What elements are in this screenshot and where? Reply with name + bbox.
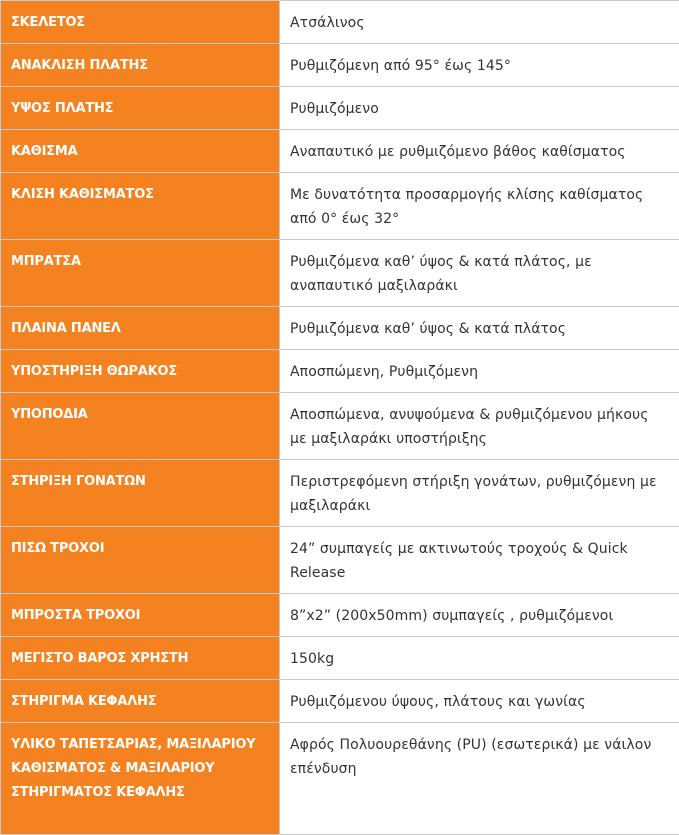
spec-label: ΣΤΗΡΙΓΜΑ ΚΕΦΑΛΗΣ [1, 680, 280, 723]
spec-row-headrest [1, 680, 679, 723]
spec-row-max-user-weight [1, 637, 679, 680]
spec-row-armrests [1, 240, 679, 307]
spec-row-frame [1, 1, 679, 44]
spec-value: Αποσπώμενη, Ρυθμιζόμενη [280, 350, 679, 393]
spec-row-footrests [1, 393, 679, 460]
spec-row-backrest-height [1, 87, 679, 130]
spec-label: ΜΠΡΑΤΣΑ [1, 240, 280, 307]
spec-value: Αφρός Πολυουρεθάνης (PU) (εσωτερικά) με νάιλον επένδυση [280, 723, 679, 835]
spec-value: Αποσπώμενα, ανυψούμενα & ρυθμιζόμενου μήκους με μαξιλαράκι υποστήριξης [280, 393, 679, 460]
spec-row-side-panels [1, 307, 679, 350]
spec-label: ΚΛΙΣΗ ΚΑΘΙΣΜΑΤΟΣ [1, 173, 280, 240]
spec-value: 8”x2” (200x50mm) συμπαγείς , ρυθμιζόμενοι [280, 594, 679, 637]
spec-value: 24” συμπαγείς με ακτινωτούς τροχούς & Quick Release [280, 527, 679, 594]
spec-label: ΥΛΙΚΟ ΤΑΠΕΤΣΑΡΙΑΣ, ΜΑΞΙΛΑΡΙΟΥ ΚΑΘΙΣΜΑΤΟΣ & ΜΑΞΙΛΑΡΙΟΥ ΣΤΗΡΙΓΜΑΤΟΣ ΚΕΦΑΛΗΣ [1, 723, 280, 835]
spec-row-chest-support [1, 350, 679, 393]
spec-label: ΠΙΣΩ ΤΡΟΧΟΙ [1, 527, 280, 594]
spec-value: Ρυθμιζόμενα καθ’ ύψος & κατά πλάτος, με αναπαυτικό μαξιλαράκι [280, 240, 679, 307]
spec-label: ΑΝΑΚΛΙΣΗ ΠΛΑΤΗΣ [1, 44, 280, 87]
spec-value: Περιστρεφόμενη στήριξη γονάτων, ρυθμιζόμενη με μαξιλαράκι [280, 460, 679, 527]
spec-label: ΥΠΟΣΤΗΡΙΞΗ ΘΩΡΑΚΟΣ [1, 350, 280, 393]
spec-value: Αναπαυτικό με ρυθμιζόμενο βάθος καθίσματος [280, 130, 679, 173]
spec-label: ΠΛΑΙΝΑ ΠΑΝΕΛ [1, 307, 280, 350]
spec-value: Ρυθμιζόμενα καθ’ ύψος & κατά πλάτος [280, 307, 679, 350]
spec-label: ΚΑΘΙΣΜΑ [1, 130, 280, 173]
spec-row-rear-wheels [1, 527, 679, 594]
spec-value: Ρυθμιζόμενου ύψους, πλάτους και γωνίας [280, 680, 679, 723]
spec-value: Ρυθμιζόμενο [280, 87, 679, 130]
spec-row-front-wheels [1, 594, 679, 637]
spec-value: Με δυνατότητα προσαρμογής κλίσης καθίσματος από 0° έως 32° [280, 173, 679, 240]
spec-row-seat-tilt [1, 173, 679, 240]
spec-value: Ατσάλινος [280, 1, 679, 44]
spec-label: ΥΨΟΣ ΠΛΑΤΗΣ [1, 87, 280, 130]
spec-label: ΣΚΕΛΕΤΟΣ [1, 1, 280, 44]
spec-label: ΜΕΓΙΣΤΟ ΒΑΡΟΣ ΧΡΗΣΤΗ [1, 637, 280, 680]
spec-value: Ρυθμιζόμενη από 95° έως 145° [280, 44, 679, 87]
spec-value: 150kg [280, 637, 679, 680]
spec-row-backrest-recline [1, 44, 679, 87]
spec-row-knee-support [1, 460, 679, 527]
spec-label: ΥΠΟΠΟΔΙΑ [1, 393, 280, 460]
spec-label: ΣΤΗΡΙΞΗ ΓΟΝΑΤΩΝ [1, 460, 280, 527]
spec-row-upholstery-material [1, 723, 679, 835]
spec-row-seat [1, 130, 679, 173]
spec-label: ΜΠΡΟΣΤΑ ΤΡΟΧΟΙ [1, 594, 280, 637]
